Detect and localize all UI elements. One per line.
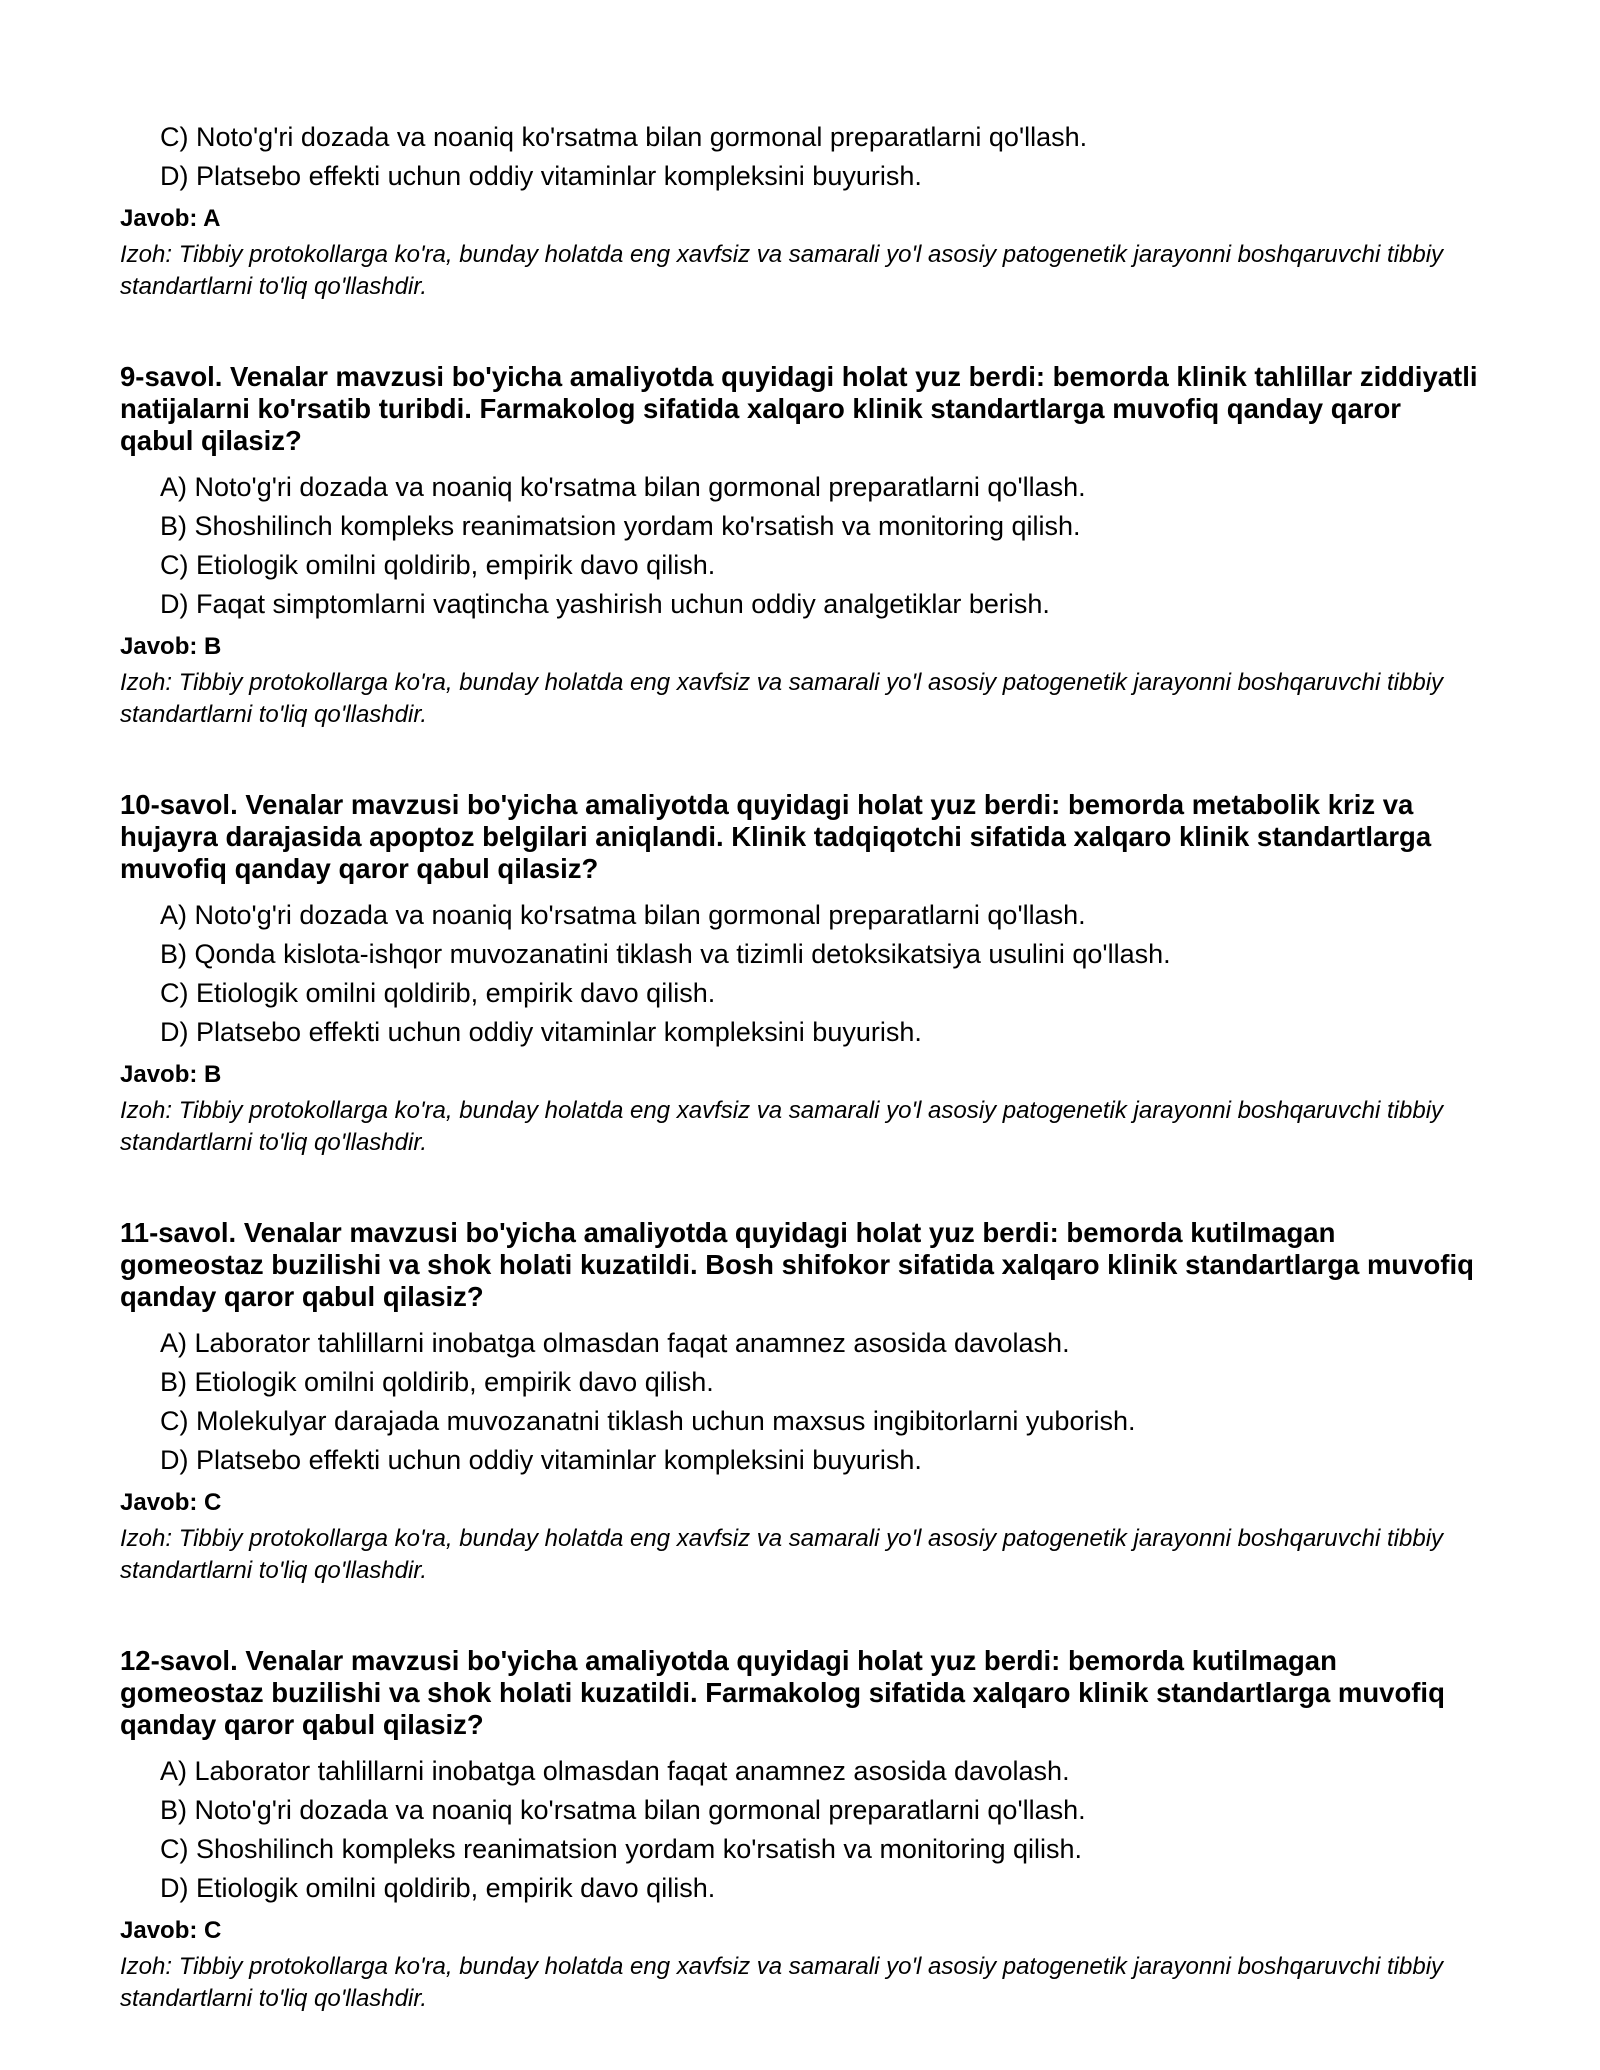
explanation-note: Izoh: Tibbiy protokollarga ko'ra, bunday holatda eng xavfsiz va samarali yo'l asosiy patogenetik jarayonni boshqaruvchi tibbiy standartlarni to'liq qo'llashdir. xyxy=(120,1953,1444,2012)
option-d: D) Faqat simptomlarni vaqtincha yashirish uchun oddiy analgetiklar berish. xyxy=(160,589,1050,619)
question-8-continuation xyxy=(120,118,1480,303)
question-title: 11-savol. Venalar mavzusi bo'yicha amaliyotda quyidagi holat yuz berdi: bemorda kutilmagan gomeostaz buzilishi va shok holati kuzatildi. Bosh shifokor sifatida xalqaro klinik standartlarga muvofiq qanday qaror qabul qilasiz? xyxy=(120,1217,1474,1312)
question-10 xyxy=(120,789,1480,1159)
option-a: A) Noto'g'ri dozada va noaniq ko'rsatma bilan gormonal preparatlarni qo'llash. xyxy=(160,900,1086,930)
explanation-note: Izoh: Tibbiy protokollarga ko'ra, bunday holatda eng xavfsiz va samarali yo'l asosiy patogenetik jarayonni boshqaruvchi tibbiy standartlarni to'liq qo'llashdir. xyxy=(120,669,1444,728)
question-title: 9-savol. Venalar mavzusi bo'yicha amaliyotda quyidagi holat yuz berdi: bemorda klinik tahlillar ziddiyatli natijalarni ko'rsatib turibdi. Farmakolog sifatida xalqaro klinik standartlarga muvofiq qanday qaror qabul qilasiz? xyxy=(120,361,1478,456)
option-c: C) Etiologik omilni qoldirib, empirik davo qilish. xyxy=(160,550,716,580)
option-b: B) Etiologik omilni qoldirib, empirik davo qilish. xyxy=(160,1367,714,1397)
option-d: D) Platsebo effekti uchun oddiy vitaminlar kompleksini buyurish. xyxy=(160,161,922,191)
option-d: D) Etiologik omilni qoldirib, empirik davo qilish. xyxy=(160,1873,716,1903)
option-b: B) Noto'g'ri dozada va noaniq ko'rsatma bilan gormonal preparatlarni qo'llash. xyxy=(160,1795,1086,1825)
option-c: C) Molekulyar darajada muvozanatni tiklash uchun maxsus ingibitorlarni yuborish. xyxy=(160,1406,1136,1436)
explanation-note: Izoh: Tibbiy protokollarga ko'ra, bunday holatda eng xavfsiz va samarali yo'l asosiy patogenetik jarayonni boshqaruvchi tibbiy standartlarni to'liq qo'llashdir. xyxy=(120,1097,1444,1156)
option-c: C) Shoshilinch kompleks reanimatsion yordam ko'rsatish va monitoring qilish. xyxy=(160,1834,1083,1864)
question-title: 10-savol. Venalar mavzusi bo'yicha amaliyotda quyidagi holat yuz berdi: bemorda metabolik kriz va hujayra darajasida apoptoz belgilari aniqlandi. Klinik tadqiqotchi sifatida xalqaro klinik standartlarga muvofiq qanday qaror qabul qilasiz? xyxy=(120,789,1432,884)
answer-label: Javob: A xyxy=(120,205,221,232)
option-b: B) Qonda kislota-ishqor muvozanatini tiklash va tizimli detoksikatsiya usulini qo'llash. xyxy=(160,939,1171,969)
answer-label: Javob: B xyxy=(120,1061,222,1088)
option-c: C) Etiologik omilni qoldirib, empirik davo qilish. xyxy=(160,978,716,1008)
explanation-note: Izoh: Tibbiy protokollarga ko'ra, bunday holatda eng xavfsiz va samarali yo'l asosiy patogenetik jarayonni boshqaruvchi tibbiy standartlarni to'liq qo'llashdir. xyxy=(120,1525,1444,1584)
answer-label: Javob: C xyxy=(120,1917,222,1944)
question-title: 12-savol. Venalar mavzusi bo'yicha amaliyotda quyidagi holat yuz berdi: bemorda kutilmagan gomeostaz buzilishi va shok holati kuzatildi. Farmakolog sifatida xalqaro klinik standartlarga muvofiq qanday qaror qabul qilasiz? xyxy=(120,1645,1445,1740)
option-c: C) Noto'g'ri dozada va noaniq ko'rsatma bilan gormonal preparatlarni qo'llash. xyxy=(160,122,1088,152)
question-11 xyxy=(120,1217,1480,1587)
option-a: A) Noto'g'ri dozada va noaniq ko'rsatma bilan gormonal preparatlarni qo'llash. xyxy=(160,472,1086,502)
question-9 xyxy=(120,361,1480,731)
answer-label: Javob: B xyxy=(120,633,222,660)
option-a: A) Laborator tahlillarni inobatga olmasdan faqat anamnez asosida davolash. xyxy=(160,1328,1070,1358)
answer-label: Javob: C xyxy=(120,1489,222,1516)
explanation-note: Izoh: Tibbiy protokollarga ko'ra, bunday holatda eng xavfsiz va samarali yo'l asosiy patogenetik jarayonni boshqaruvchi tibbiy standartlarni to'liq qo'llashdir. xyxy=(120,241,1444,300)
option-b: B) Shoshilinch kompleks reanimatsion yordam ko'rsatish va monitoring qilish. xyxy=(160,511,1081,541)
question-12 xyxy=(120,1645,1480,2015)
option-d: D) Platsebo effekti uchun oddiy vitaminlar kompleksini buyurish. xyxy=(160,1017,922,1047)
option-d: D) Platsebo effekti uchun oddiy vitaminlar kompleksini buyurish. xyxy=(160,1445,922,1475)
option-a: A) Laborator tahlillarni inobatga olmasdan faqat anamnez asosida davolash. xyxy=(160,1756,1070,1786)
